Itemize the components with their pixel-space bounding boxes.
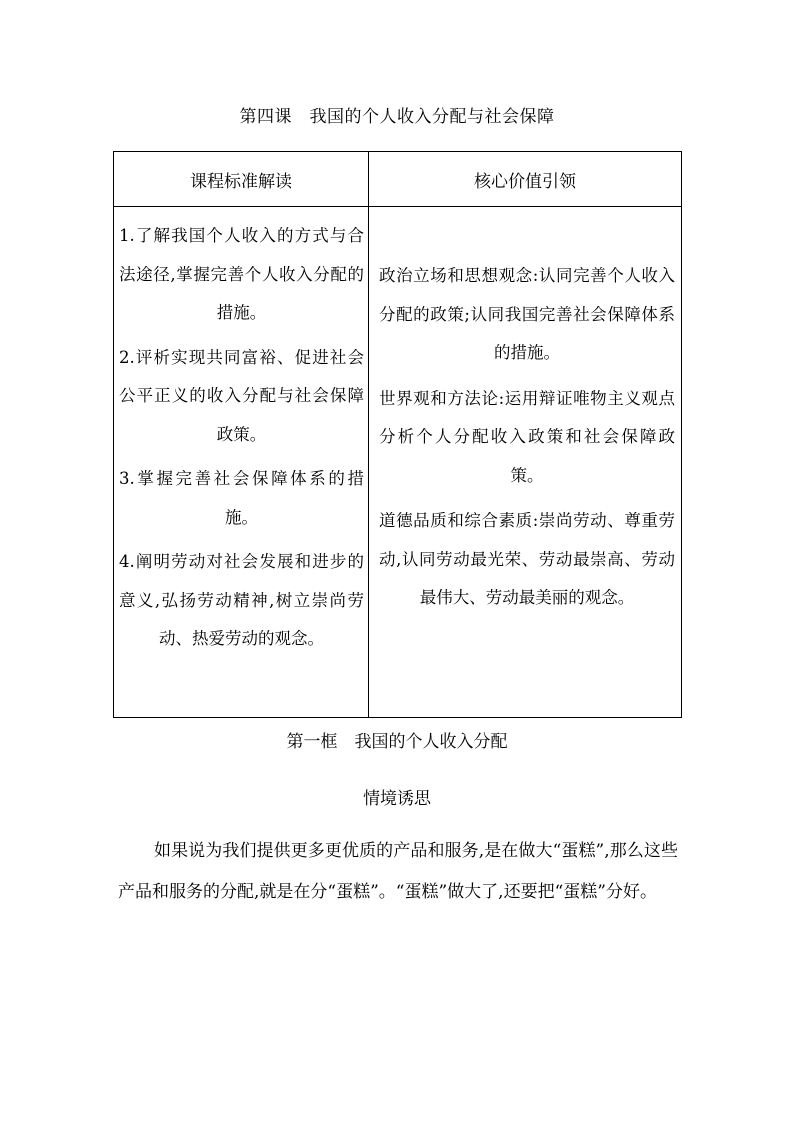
section-heading: 情境诱思 xyxy=(363,789,431,809)
curriculum-table xyxy=(113,151,682,718)
standard-item: 3.掌握完善社会保障体系的措施。 xyxy=(119,469,364,527)
standard-item: 4.阐明劳动对社会发展和进步的意义,弘扬劳动精神,树立崇尚劳动、热爱劳动的观念。 xyxy=(119,552,364,648)
table-body-row xyxy=(114,207,682,718)
value-item: 世界观和方法论:运用辩证唯物主义观点分析个人分配收入政策和社会保障政策。 xyxy=(379,388,675,485)
scenario-paragraph: 如果说为我们提供更多更优质的产品和服务,是在做大“蛋糕”,那么这些产品和服务的分配,就是在分“蛋糕”。“蛋糕”做大了,还要把“蛋糕”分好。 xyxy=(118,841,678,902)
value-item: 道德品质和综合素质:崇尚劳动、尊重劳动,认同劳动最光荣、劳动最崇高、劳动最伟大、劳动最美丽的观念。 xyxy=(379,511,675,607)
standards-cell xyxy=(114,207,369,718)
header-core-values: 核心价值引领 xyxy=(369,152,682,207)
standard-item: 1.了解我国个人收入的方式与合法途径,掌握完善个人收入分配的措施。 xyxy=(119,226,364,322)
value-item: 政治立场和思想观念:认同完善个人收入分配的政策;认同我国完善社会保障体系的措施。 xyxy=(379,266,675,362)
values-cell xyxy=(369,207,682,718)
frame-title: 第一框 我国的个人收入分配 xyxy=(286,732,508,752)
standard-item: 2.评析实现共同富裕、促进社会公平正义的收入分配与社会保障政策。 xyxy=(119,347,364,444)
table-header-row xyxy=(114,152,682,207)
header-curriculum-standards: 课程标准解读 xyxy=(114,152,369,207)
lesson-title: 第四课 我国的个人收入分配与社会保障 xyxy=(239,107,555,127)
